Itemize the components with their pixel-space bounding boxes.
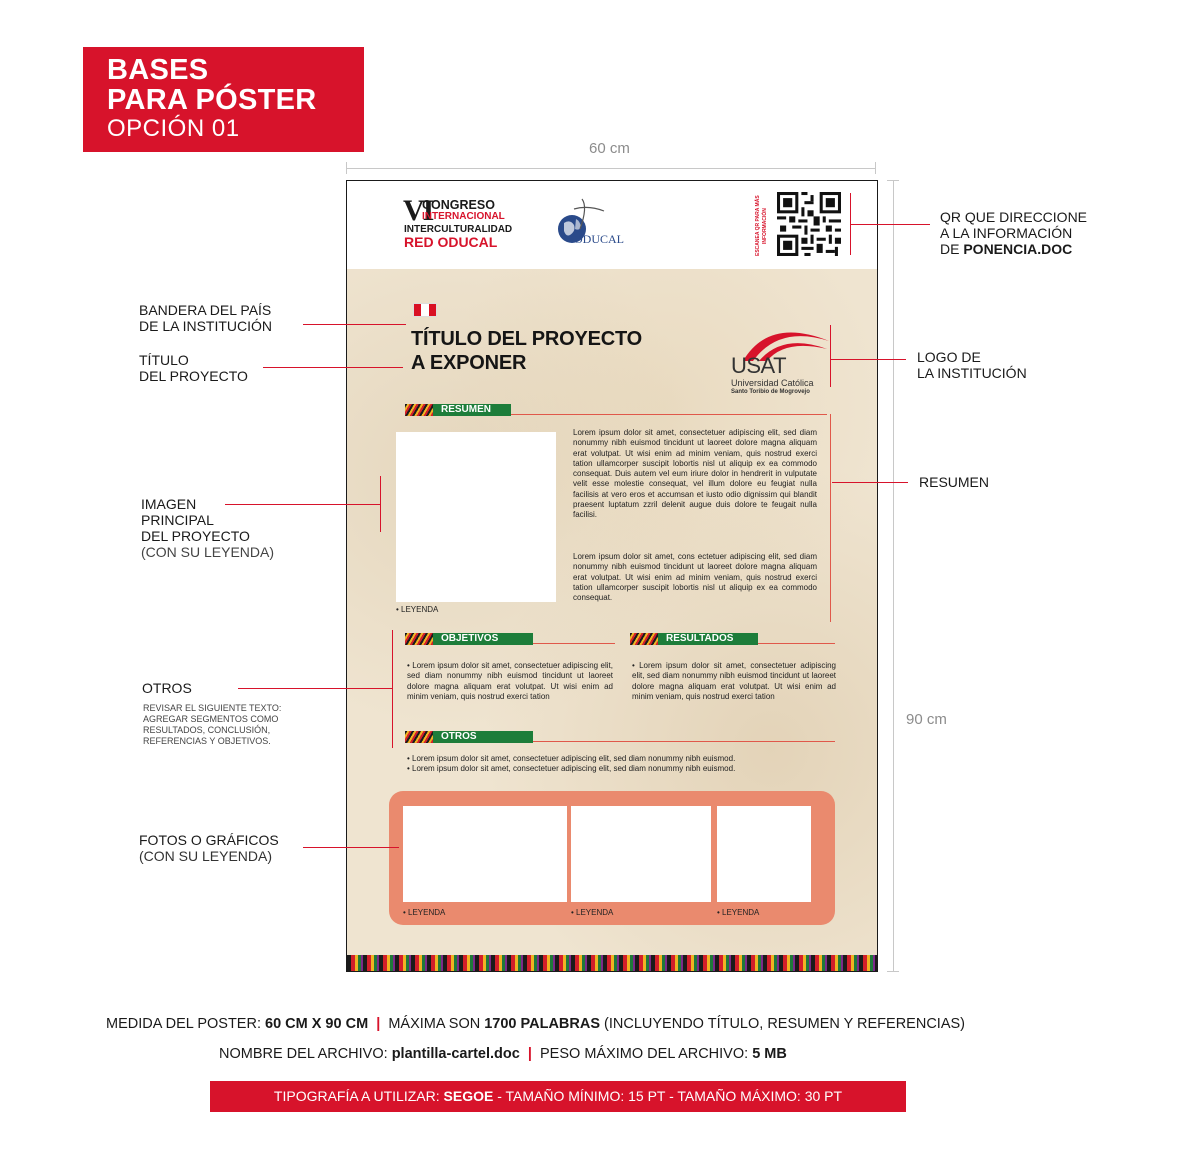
congreso-logo [403, 194, 528, 249]
section-header-objetivos [405, 633, 533, 645]
resumen-paragraph-2: Lorem ipsum dolor sit amet, cons ectetuer adipiscing elit, sed diam nonummy nibh euismod tincidunt ut laoreet dolore magna aliquam erat volutpat. Ut wisi enim ad minim veniam, quis nostrud exerci tation ullamcorper suscipit lobortis nisl ut aliquip ex ea commodo consequat. [573, 552, 817, 603]
annotation-imagen-line-3: DEL PROYECTO [141, 528, 250, 544]
oducal-logo [554, 193, 644, 253]
annotation-fotos [139, 832, 279, 864]
otros-item-2: • Lorem ipsum dolor sit amet, consectetuer adipiscing elit, sed diam nonummy nibh euismod. [407, 764, 736, 774]
annotation-fotos-line-2: (CON SU LEYENDA) [139, 848, 273, 864]
otros-item-1: • Lorem ipsum dolor sit amet, consectetuer adipiscing elit, sed diam nonummy nibh euismod. [407, 754, 736, 763]
annotation-bandera-connector [303, 324, 406, 325]
annotation-otros-connector [238, 688, 392, 689]
annotation-qr-line-1: QR QUE DIRECCIONE [940, 209, 1088, 225]
header-line-1: BASES [107, 54, 209, 86]
annotation-logo-bracket [830, 325, 831, 387]
institution-logo-name: USAT [731, 353, 787, 378]
annotation-titulo-line-2: DEL PROYECTO [139, 368, 248, 384]
footer-separator: | [376, 1016, 381, 1032]
project-title-line-2: A EXPONER [411, 352, 527, 374]
footer-typography-label: TIPOGRAFÍA A UTILIZAR: [273, 1088, 444, 1104]
institution-logo-subtitle: Universidad Católica [731, 378, 814, 388]
section-header-resultados [630, 633, 758, 645]
annotation-otros-note-line-1: REVISAR EL SIGUIENTE TEXTO: [143, 703, 282, 713]
annotation-logo-line-2: LA INSTITUCIÓN [917, 365, 1027, 381]
footer-filesize-label: PESO MÁXIMO DEL ARCHIVO: [540, 1046, 753, 1062]
main-image-placeholder [396, 432, 556, 602]
institution-logo [731, 323, 831, 403]
section-label-resultados: RESULTADOS [658, 633, 758, 645]
annotation-fotos-line-1: FOTOS O GRÁFICOS [139, 832, 279, 848]
congreso-logo-line-3: INTERCULTURALIDAD [404, 224, 513, 235]
annotation-titulo [139, 352, 248, 384]
annotation-logo-line-1: LOGO DE [917, 349, 981, 365]
annotation-imagen-line-1: IMAGEN [141, 496, 197, 512]
section-stripes [405, 404, 433, 416]
footer-line-2 [219, 1046, 787, 1062]
institution-logo-subtitle-2: Santo Toribio de Mogrovejo [731, 389, 810, 395]
width-dimension-tick-right [875, 162, 876, 174]
section-stripes [630, 633, 658, 645]
flag-stripe-middle [421, 304, 428, 316]
photos-panel [389, 791, 835, 925]
resultados-item: • Lorem ipsum dolor sit amet, consectetuer adipiscing elit, sed diam nonummy nibh euismod tincidunt ut laoreet dolore magna aliquam erat volutpat. Ut wisi enim ad minim veniam, quis nostrud exerci tation [632, 661, 836, 701]
footer-filename-value: plantilla-cartel.doc [391, 1046, 520, 1062]
country-flag [413, 303, 437, 317]
section-rule-objetivos [533, 643, 615, 644]
section-rule-resultados [758, 643, 835, 644]
header-line-3: OPCIÓN 01 [107, 115, 240, 142]
height-dimension-label: 90 cm [906, 711, 947, 728]
oducal-logo-text: ODUCAL [574, 232, 624, 246]
section-stripes [405, 731, 433, 743]
height-dimension-line [893, 180, 894, 972]
annotation-otros-title: OTROS [142, 680, 192, 696]
footer-typography-value: SEGOE [443, 1088, 494, 1104]
header-badge [83, 47, 364, 152]
main-image-caption: • LEYENDA [396, 605, 439, 614]
annotation-resumen: RESUMEN [919, 474, 990, 490]
annotation-bandera-line-1: BANDERA DEL PAÍS [139, 302, 272, 318]
poster-bottom-stripe [347, 955, 877, 971]
width-dimension-line [346, 168, 876, 169]
footer-typography-banner [210, 1081, 906, 1112]
flag-stripe-right [429, 304, 436, 316]
annotation-qr-line-2: A LA INFORMACIÓN [940, 225, 1073, 241]
annotation-titulo-line-1: TÍTULO [139, 352, 189, 368]
flag-stripe-left [414, 304, 421, 316]
footer-size-label: MEDIDA DEL POSTER: [106, 1016, 265, 1032]
congreso-logo-line-4: RED ODUCAL [404, 234, 498, 250]
annotation-imagen [141, 496, 274, 560]
footer-filesize-value: 5 MB [752, 1046, 787, 1062]
annotation-qr [940, 209, 1087, 257]
project-title [411, 327, 642, 375]
annotation-fotos-connector [303, 847, 399, 848]
section-header-otros [405, 731, 533, 743]
section-label-objetivos: OBJETIVOS [433, 633, 533, 645]
section-label-otros: OTROS [433, 731, 533, 743]
footer-size-value: 60 CM X 90 CM [265, 1016, 369, 1032]
annotation-otros-note-line-2: AGREGAR SEGMENTOS COMO [143, 714, 279, 724]
section-rule-resumen [511, 414, 827, 415]
photo-caption-2: • LEYENDA [571, 908, 614, 917]
resumen-side-rule [830, 414, 831, 622]
project-title-line-1: TÍTULO DEL PROYECTO [411, 328, 643, 350]
annotation-qr-filename: PONENCIA.DOC [963, 241, 1073, 257]
header-line-2: PARA PÓSTER [107, 84, 317, 116]
annotation-otros-note-line-4: REFERENCIAS Y OBJETIVOS. [143, 736, 271, 746]
footer-filename-label: NOMBRE DEL ARCHIVO: [219, 1046, 392, 1062]
annotation-otros-note-line-3: RESULTADOS, CONCLUSIÓN, [143, 725, 271, 735]
annotation-bandera [139, 302, 272, 334]
annotation-imagen-connector [225, 504, 380, 505]
poster [346, 180, 878, 972]
congreso-logo-line-1: CONGRESO [422, 198, 495, 212]
footer-words-note: (INCLUYENDO TÍTULO, RESUMEN Y REFERENCIAS) [600, 1016, 965, 1032]
footer-words-value: 1700 PALABRAS [484, 1016, 601, 1032]
annotation-qr-connector [850, 224, 930, 225]
resultados-list [632, 661, 836, 702]
objetivos-item: • Lorem ipsum dolor sit amet, consectetuer adipiscing elit, sed diam nonummy nibh euismod tincidunt ut laoreet dolore magna aliquam erat volutpat. Ut wisi enim ad minim veniam, quis nostrud exerci tation [407, 661, 613, 701]
height-dimension-tick-top [887, 180, 899, 181]
section-header-resumen [405, 404, 511, 416]
poster-header [347, 181, 877, 269]
width-dimension-tick-left [346, 162, 347, 174]
annotation-logo-connector [830, 359, 906, 360]
objetivos-list [407, 661, 613, 702]
photo-placeholder-1 [403, 806, 567, 902]
photo-placeholder-3 [717, 806, 811, 902]
annotation-bandera-line-2: DE LA INSTITUCIÓN [139, 318, 273, 334]
congreso-logo-line-2: INTERNACIONAL [422, 211, 505, 222]
annotation-qr-line-3: DE [940, 241, 964, 257]
footer-words-label: MÁXIMA SON [388, 1016, 485, 1032]
annotation-resumen-connector [832, 482, 908, 483]
photo-caption-1: • LEYENDA [403, 908, 446, 917]
annotation-otros-bracket [392, 630, 393, 748]
annotation-otros-note [143, 703, 281, 747]
footer-separator: | [527, 1046, 532, 1062]
annotation-imagen-line-2: PRINCIPAL [141, 512, 214, 528]
annotation-titulo-connector [263, 367, 403, 368]
qr-block [755, 192, 845, 260]
congreso-logo-vi: VI [403, 194, 433, 227]
section-rule-otros [533, 741, 835, 742]
section-stripes [405, 633, 433, 645]
width-dimension-label: 60 cm [589, 140, 630, 157]
otros-list [407, 754, 837, 775]
footer-typography-sizes: - TAMAÑO MÍNIMO: 15 PT - TAMAÑO MÁXIMO: 30 PT [493, 1088, 843, 1104]
qr-code-icon [777, 192, 841, 256]
section-label-resumen: RESUMEN [433, 404, 511, 416]
photo-caption-3: • LEYENDA [717, 908, 760, 917]
footer-line-1 [106, 1016, 965, 1032]
annotation-otros [142, 680, 192, 696]
annotation-imagen-line-4: (CON SU LEYENDA) [141, 544, 275, 560]
photo-placeholder-2 [571, 806, 711, 902]
annotation-imagen-bracket [380, 476, 381, 532]
annotation-logo [917, 349, 1027, 381]
qr-caption: ESCANEA QR PARA MÁS INFORMACIÓN [755, 195, 768, 257]
height-dimension-tick-bottom [887, 971, 899, 972]
resumen-paragraph-1: Lorem ipsum dolor sit amet, consectetuer adipiscing elit, sed diam nonummy nibh euismod tincidunt ut laoreet dolore magna aliquam erat volutpat. Ut wisi enim ad minim veniam, quis nostrud exerci tation ullamcorper suscipit lobortis nisl ut aliquip ex ea commodo consequat. Duis autem vel eum iriure dolor in hendrerit in vulputate velit esse molestie consequat, vel illum dolore eu feugiat nulla facilisis at vero eros et accumsan et iusto odio dignissim qui blandit praesent luptatum zzril delenit augue duis dolore te feugait nulla facilisi. [573, 428, 817, 520]
